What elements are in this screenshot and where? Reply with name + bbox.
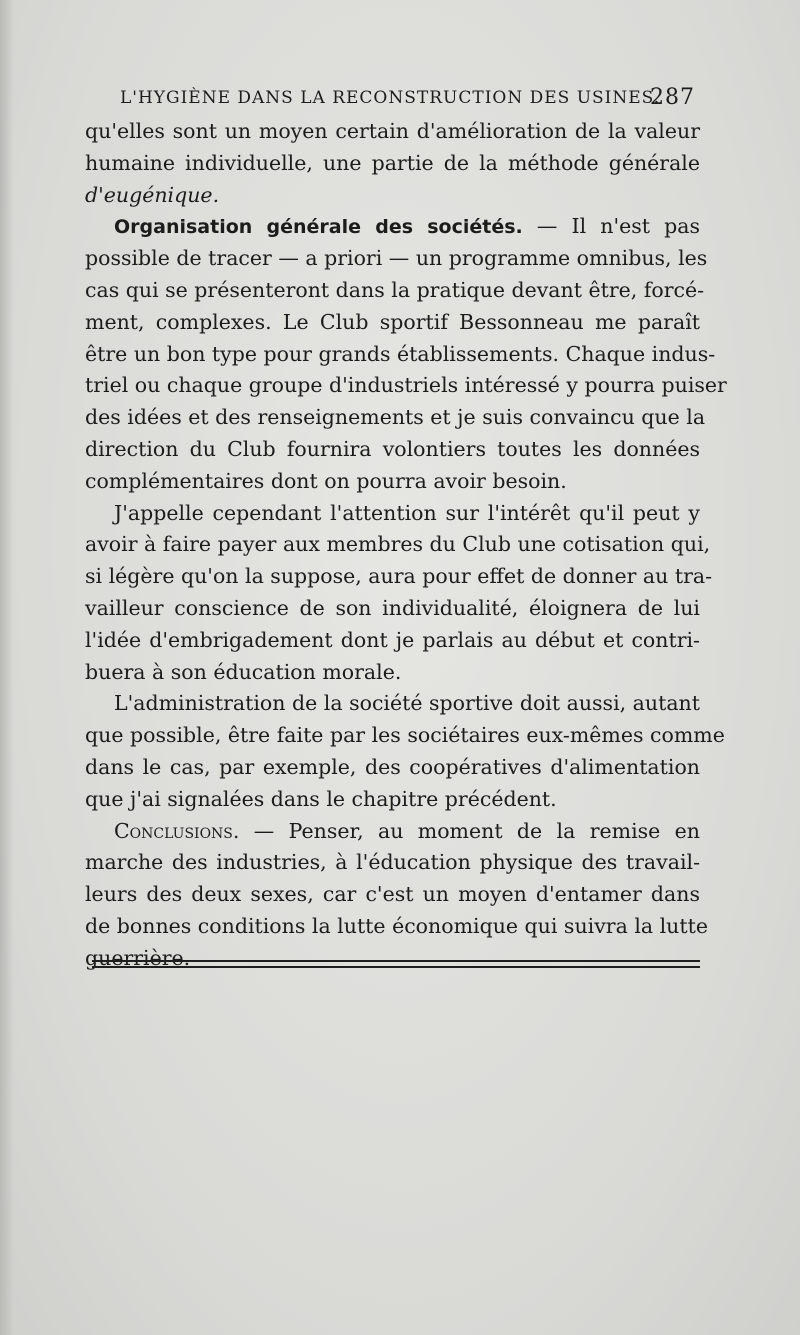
page-number: 287 (650, 85, 695, 110)
text-line: possible de tracer — a priori — un programme omnibus, les (85, 246, 708, 271)
text-line: buera à son éducation morale. (85, 659, 402, 684)
text-line: L'administration de la société sportive doit aussi, autant (114, 691, 700, 716)
text-line: guerrière. (85, 945, 191, 970)
section-heading-line (85, 211, 700, 243)
section-heading: Organisation générale des sociétés. (114, 216, 523, 239)
italic-word: d'eugénique. (85, 182, 220, 207)
text-line: J'appelle cependant l'attention sur l'intérêt qu'il peut y (114, 500, 700, 525)
text-line: de bonnes conditions la lutte économique qui suivra la lutte (85, 913, 708, 938)
running-head-title: L'HYGIÈNE DANS LA RECONSTRUCTION DES USINES. (120, 88, 661, 108)
text-run: — Penser, au moment de la remise en (239, 818, 700, 843)
text-line: complémentaires dont on pourra avoir besoin. (85, 468, 567, 493)
text-line: vailleur conscience de son individualité, éloignera de lui (85, 595, 700, 620)
text-line: que possible, être faite par les sociétaires eux-mêmes comme (85, 723, 725, 748)
text-line: leurs des deux sexes, car c'est un moyen d'entamer dans (85, 882, 700, 907)
text-line: avoir à faire payer aux membres du Club une cotisation qui, (85, 532, 711, 557)
text-line: qu'elles sont un moyen certain d'amélioration de la valeur (85, 119, 700, 143)
text-line: que j'ai signalées dans le chapitre précédent. (85, 786, 557, 811)
conclusions-heading: Conclusions. (114, 818, 240, 843)
text-line (85, 180, 700, 212)
text-line: triel ou chaque groupe d'industriels intéressé y pourra puiser (85, 373, 727, 398)
text-line: dans le cas, par exemple, des coopératives d'alimentation (85, 754, 700, 779)
text-line: être un bon type pour grands établissements. Chaque indus- (85, 341, 716, 366)
running-head (120, 84, 700, 112)
text-line: marche des industries, à l'éducation physique des travail- (85, 850, 700, 875)
end-rule-top (92, 960, 700, 962)
end-rule-bottom (92, 966, 700, 968)
text-line: l'idée d'embrigadement dont je parlais au début et contri- (85, 627, 700, 652)
text-line: cas qui se présenteront dans la pratique devant être, forcé- (85, 277, 705, 302)
text-line: si légère qu'on la suppose, aura pour effet de donner au tra- (85, 564, 713, 589)
text-line: ment, complexes. Le Club sportif Bessonneau me paraît (85, 309, 700, 334)
text-line: humaine individuelle, une partie de la méthode générale (85, 150, 700, 175)
page-edge-shadow (0, 0, 14, 1335)
text-line: des idées et des renseignements et je suis convaincu que la (85, 405, 706, 430)
text-line: direction du Club fournira volontiers toutes les données (85, 436, 700, 461)
body-text (85, 116, 727, 975)
conclusions-line (85, 816, 700, 848)
text-run: — Il n'est pas (522, 214, 700, 239)
